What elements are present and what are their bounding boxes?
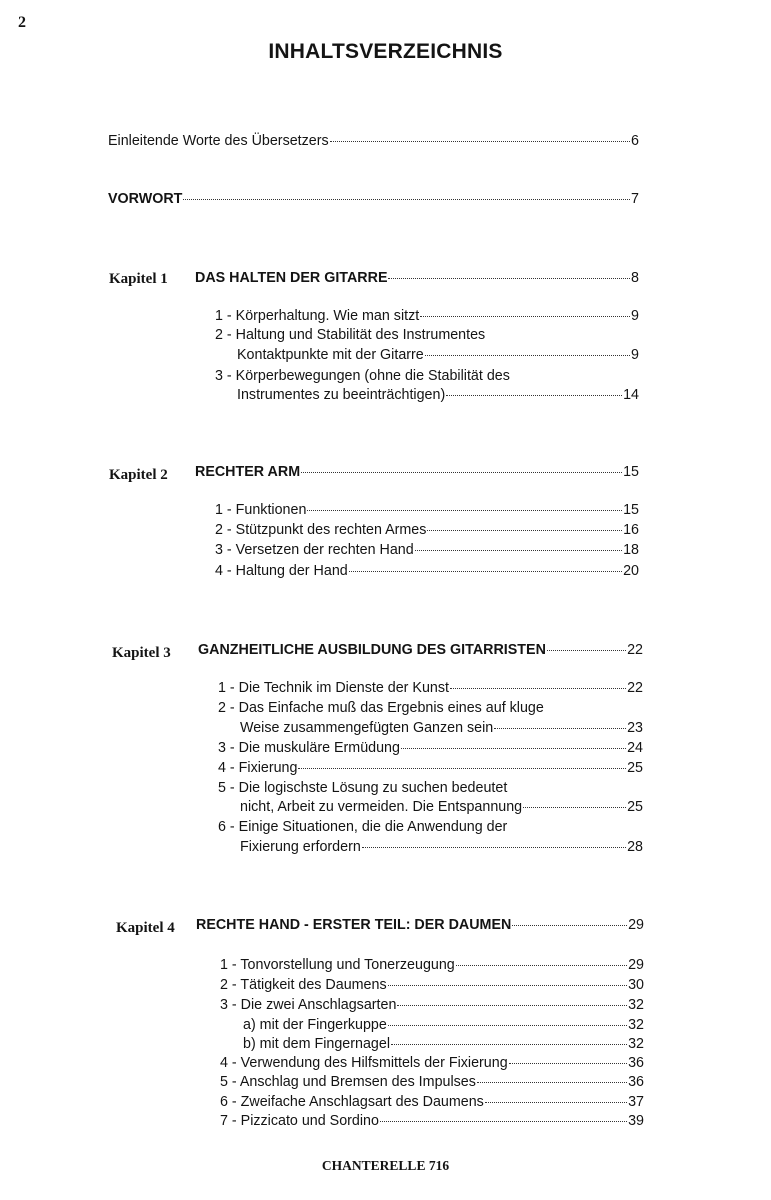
toc-entry-page: 37 xyxy=(628,1094,644,1110)
dot-leader xyxy=(446,395,622,396)
toc-entry-intro[interactable] xyxy=(108,131,639,151)
chapter-label: Kapitel 3 xyxy=(112,645,171,661)
dot-leader xyxy=(330,141,630,142)
toc-entry[interactable] xyxy=(215,561,639,581)
chapter-page: 29 xyxy=(628,917,644,933)
toc-entry-page: 36 xyxy=(628,1074,644,1090)
toc-entry-text: 6 - Zweifache Anschlagsart des Daumens xyxy=(220,1094,484,1110)
toc-entry[interactable] xyxy=(237,345,639,365)
dot-leader xyxy=(415,550,622,551)
toc-entry-text: 2 - Stützpunkt des rechten Armes xyxy=(215,522,427,538)
toc-entry[interactable] xyxy=(215,520,639,540)
toc-entry-text-cont: Weise zusammengefügten Ganzen sein xyxy=(240,720,494,736)
toc-entry[interactable] xyxy=(243,1034,644,1054)
toc-entry-page: 9 xyxy=(631,347,639,363)
dot-leader xyxy=(388,278,630,279)
toc-entry-page: 22 xyxy=(627,680,643,696)
toc-entry[interactable] xyxy=(220,1072,644,1092)
dot-leader xyxy=(509,1063,627,1064)
dot-leader xyxy=(183,199,630,200)
toc-entry-text: 5 - Die logischste Lösung zu suchen bedeutet xyxy=(218,780,508,796)
chapter-label: Kapitel 1 xyxy=(109,271,168,287)
toc-entry-text: 1 - Die Technik im Dienste der Kunst xyxy=(218,680,449,696)
toc-entry-text-cont: Fixierung erfordern xyxy=(240,839,361,855)
toc-entry-text: 7 - Pizzicato und Sordino xyxy=(220,1113,379,1129)
dot-leader xyxy=(420,316,630,317)
dot-leader xyxy=(456,965,627,966)
toc-entry[interactable] xyxy=(243,1015,644,1035)
page-title: INHALTSVERZEICHNIS xyxy=(268,40,503,63)
toc-entry-page: 29 xyxy=(628,957,644,973)
toc-entry-text: 4 - Haltung der Hand xyxy=(215,563,348,579)
toc-entry-page: 6 xyxy=(631,133,639,149)
toc-entry-page: 15 xyxy=(623,502,639,518)
dot-leader xyxy=(380,1121,627,1122)
toc-entry-text: 1 - Tonvorstellung und Tonerzeugung xyxy=(220,957,455,973)
toc-entry-page: 16 xyxy=(623,522,639,538)
chapter-label: Kapitel 4 xyxy=(116,920,175,936)
chapter-heading[interactable] xyxy=(198,640,643,660)
toc-entry[interactable] xyxy=(240,837,643,857)
toc-entry-page: 14 xyxy=(623,387,639,403)
toc-entry-text: 6 - Einige Situationen, die die Anwendung der xyxy=(218,819,508,835)
chapter-title: GANZHEITLICHE AUSBILDUNG DES GITARRISTEN xyxy=(198,642,546,658)
dot-leader xyxy=(512,925,627,926)
toc-entry[interactable] xyxy=(218,678,643,698)
toc-entry-text: 4 - Fixierung xyxy=(218,760,298,776)
toc-entry-page: 32 xyxy=(628,997,644,1013)
dot-leader xyxy=(485,1102,627,1103)
toc-entry[interactable] xyxy=(220,955,644,975)
dot-leader xyxy=(401,748,626,749)
toc-entry-vorwort[interactable] xyxy=(108,189,639,209)
dot-leader xyxy=(362,847,626,848)
toc-entry-text: 3 - Die zwei Anschlagsarten xyxy=(220,997,397,1013)
toc-entry[interactable] xyxy=(240,718,643,738)
toc-entry[interactable] xyxy=(220,1111,644,1131)
toc-entry[interactable] xyxy=(220,975,644,995)
chapter-page: 15 xyxy=(623,464,639,480)
toc-entry[interactable] xyxy=(218,738,643,758)
toc-entry-text-cont: nicht, Arbeit zu vermeiden. Die Entspannung xyxy=(240,799,523,815)
toc-entry-page: 23 xyxy=(627,720,643,736)
toc-entry[interactable] xyxy=(240,797,643,817)
toc-entry-page: 32 xyxy=(628,1036,644,1052)
toc-entry-page: 25 xyxy=(627,799,643,815)
dot-leader xyxy=(425,355,630,356)
toc-entry-page: 9 xyxy=(631,308,639,324)
dot-leader xyxy=(494,728,626,729)
toc-entry-text: 1 - Funktionen xyxy=(215,502,307,518)
toc-entry-text: 4 - Verwendung des Hilfsmittels der Fixierung xyxy=(220,1055,508,1071)
toc-entry-text: 2 - Tätigkeit des Daumens xyxy=(220,977,387,993)
toc-entry-page: 32 xyxy=(628,1017,644,1033)
dot-leader xyxy=(349,571,622,572)
toc-entry[interactable] xyxy=(220,995,644,1015)
toc-entry[interactable] xyxy=(220,1053,644,1073)
chapter-heading[interactable] xyxy=(195,268,639,288)
dot-leader xyxy=(547,650,626,651)
toc-entry[interactable] xyxy=(215,306,639,326)
chapter-heading[interactable] xyxy=(195,462,639,482)
toc-entry[interactable] xyxy=(215,540,639,560)
chapter-page: 8 xyxy=(631,270,639,286)
toc-entry-page: 39 xyxy=(628,1113,644,1129)
toc-entry-text: 5 - Anschlag und Bremsen des Impulses xyxy=(220,1074,476,1090)
toc-entry[interactable] xyxy=(215,500,639,520)
toc-entry-page: 28 xyxy=(627,839,643,855)
chapter-title: DAS HALTEN DER GITARRE xyxy=(195,270,388,286)
dot-leader xyxy=(307,510,622,511)
toc-entry-page: 36 xyxy=(628,1055,644,1071)
dot-leader xyxy=(450,688,626,689)
dot-leader xyxy=(388,1025,627,1026)
toc-entry-page: 7 xyxy=(631,191,639,207)
toc-entry-page: 20 xyxy=(623,563,639,579)
toc-entry-text: 3 - Die muskuläre Ermüdung xyxy=(218,740,400,756)
toc-entry-text: 3 - Körperbewegungen (ohne die Stabilität des xyxy=(215,368,510,384)
toc-entry-text: 2 - Haltung und Stabilität des Instrumentes xyxy=(215,327,486,343)
dot-leader xyxy=(388,985,627,986)
chapter-title: RECHTER ARM xyxy=(195,464,301,480)
dot-leader xyxy=(301,472,622,473)
toc-entry-text-cont: Kontaktpunkte mit der Gitarre xyxy=(237,347,424,363)
toc-entry-page: 25 xyxy=(627,760,643,776)
toc-entry-page: 18 xyxy=(623,542,639,558)
toc-entry-page: 30 xyxy=(628,977,644,993)
toc-entry[interactable] xyxy=(237,385,639,405)
page-number: 2 xyxy=(18,14,26,31)
toc-entry-page: 24 xyxy=(627,740,643,756)
dot-leader xyxy=(523,807,626,808)
dot-leader xyxy=(397,1005,627,1006)
dot-leader xyxy=(391,1044,627,1045)
toc-entry-text-cont: Instrumentes zu beeinträchtigen) xyxy=(237,387,446,403)
chapter-page: 22 xyxy=(627,642,643,658)
chapter-label: Kapitel 2 xyxy=(109,467,168,483)
toc-entry-text: 1 - Körperhaltung. Wie man sitzt xyxy=(215,308,420,324)
toc-entry-text: Einleitende Worte des Übersetzers xyxy=(108,133,329,149)
toc-entry-text: 3 - Versetzen der rechten Hand xyxy=(215,542,414,558)
toc-entry-text: VORWORT xyxy=(108,191,183,207)
chapter-heading[interactable] xyxy=(196,915,644,935)
footer-publisher: CHANTERELLE 716 xyxy=(321,1158,450,1173)
dot-leader xyxy=(298,768,626,769)
toc-entry-text: 2 - Das Einfache muß das Ergebnis eines auf kluge xyxy=(218,700,544,716)
toc-entry-text: a) mit der Fingerkuppe xyxy=(243,1017,387,1033)
toc-entry[interactable] xyxy=(220,1092,644,1112)
toc-entry[interactable] xyxy=(218,758,643,778)
chapter-title: RECHTE HAND - ERSTER TEIL: DER DAUMEN xyxy=(196,917,512,933)
dot-leader xyxy=(427,530,622,531)
dot-leader xyxy=(477,1082,627,1083)
toc-entry-text: b) mit dem Fingernagel xyxy=(243,1036,391,1052)
